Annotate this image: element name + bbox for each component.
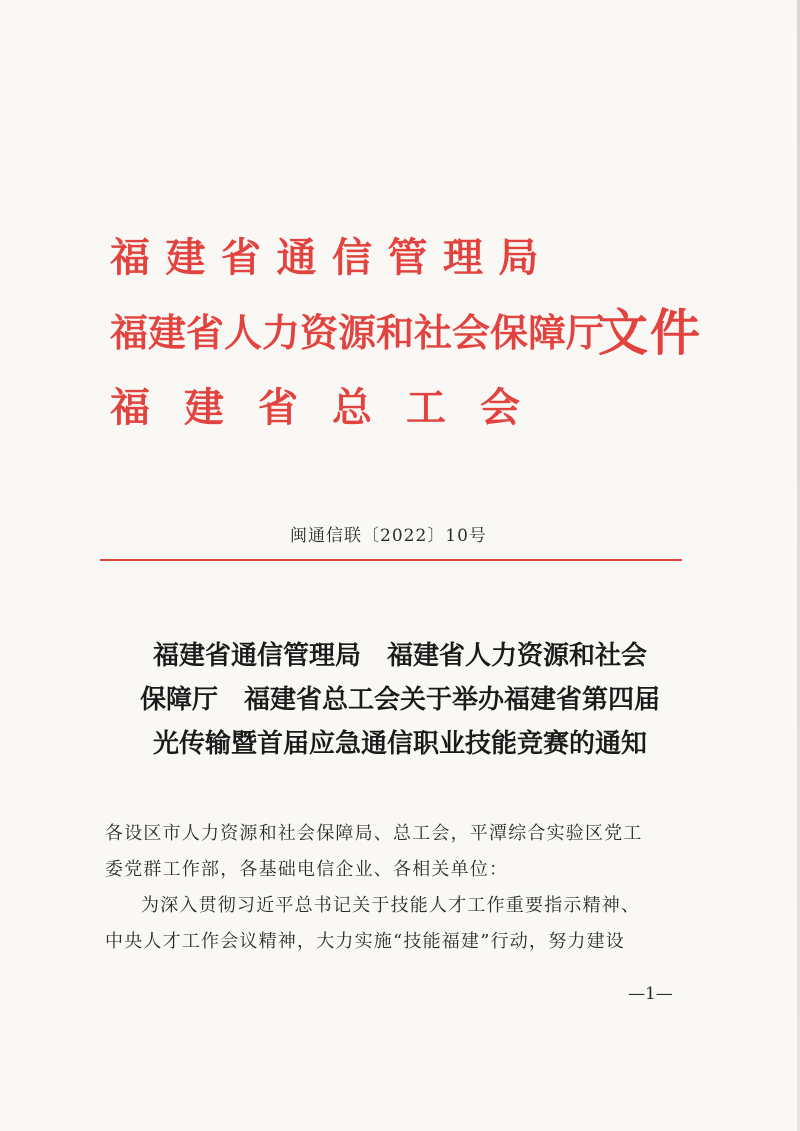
issuer-telecom-bureau: 福建省通信管理局 [110,234,554,281]
paragraph-line: 为深入贯彻习近平总书记关于技能人才工作重要指示精神、 [141,895,641,916]
notice-body [105,816,705,960]
title-line: 保障厅 福建省总工会关于举办福建省第四届 [139,685,660,715]
document-number: 闽通信联〔2022〕10号 [290,526,487,546]
issuer-hr-department: 福建省人力资源和社会保障厅 [110,310,605,355]
notice-title [100,634,700,766]
document-word: 文件 [598,303,702,362]
title-line: 光传输暨首届应急通信职业技能竞赛的通知 [152,729,647,759]
page-number: —1— [628,984,673,1004]
issuer-trade-union: 福建省总工会 [110,384,554,431]
red-separator-line [100,559,682,561]
recipients-line: 委党群工作部，各基础电信企业、各相关单位： [105,859,509,880]
recipients-line: 各设区市人力资源和社会保障局、总工会，平潭综合实验区党工 [105,823,643,844]
paragraph-line: 中央人才工作会议精神，大力实施“技能福建”行动，努力建设 [105,931,626,952]
title-line: 福建省通信管理局 福建省人力资源和社会 [152,641,647,671]
